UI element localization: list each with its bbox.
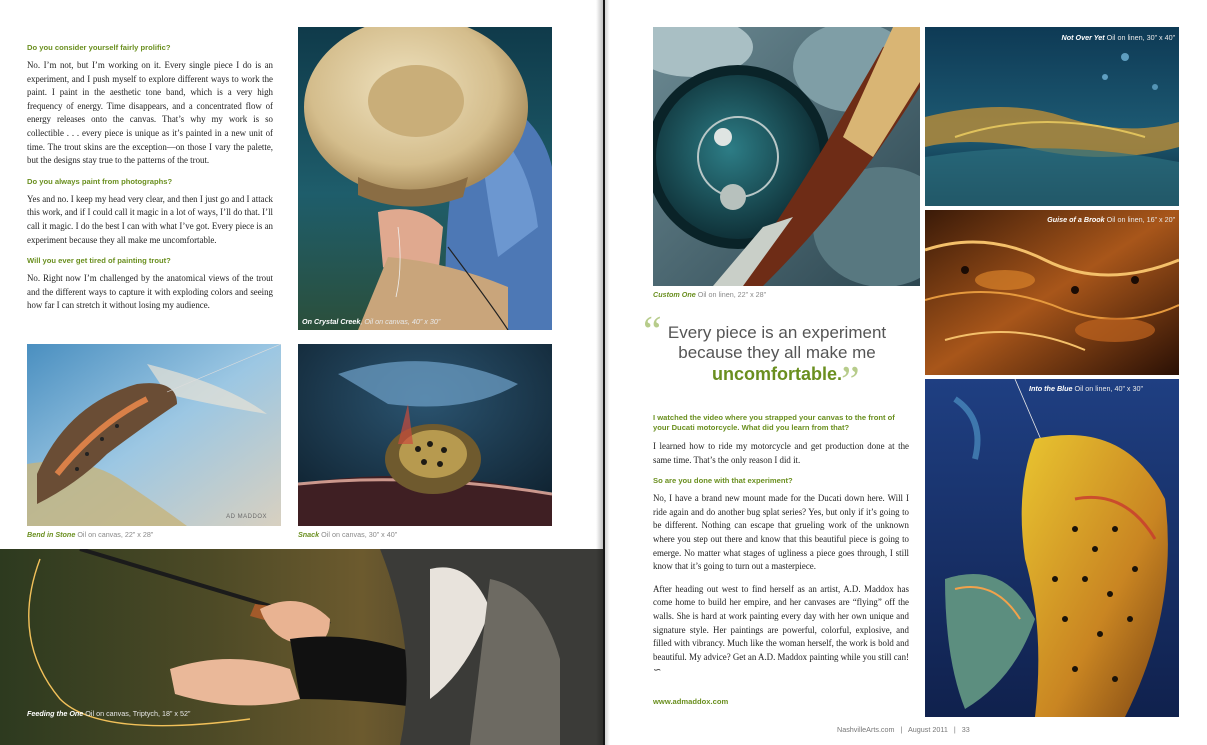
artist-signature: AD MADDOX [226, 514, 267, 520]
caption-feeding-the-one: Feeding the One Oil on canvas, Triptych, 18” x 52” [27, 709, 191, 718]
left-page [0, 0, 603, 745]
caption-into-the-blue: Into the Blue Oil on linen, 40” x 30” [1029, 384, 1143, 393]
closing-paragraph: After heading out west to find herself as an artist, A.D. Maddox has come home to build her empire, and her canvases are “flying” off the walls. She is hard at work painting every day with her own unique and signature style. Her paintings are powerful, colorful, explosive, and filled with vibrancy. Much like the woman herself, the work is bold and beautiful. My advice? Get an A.D. Maddox painting while you still can! ∽ [653, 583, 909, 677]
right-page [605, 0, 1207, 745]
painting-on-crystal-creek [298, 27, 552, 330]
painting-not-over-yet [925, 27, 1179, 206]
caption-bend-in-stone: Bend in Stone Oil on canvas, 22” x 28” [27, 530, 154, 539]
caption-custom-one: Custom One Oil on linen, 22” x 28” [653, 290, 767, 299]
pull-quote-line-2: because they all make me [678, 343, 876, 362]
folio-page-number: 33 [961, 725, 970, 734]
caption-not-over-yet: Not Over Yet Oil on linen, 30” x 40” [1061, 33, 1175, 42]
artist-website-link[interactable]: www.admaddox.com [653, 697, 729, 706]
question-photographs: Do you always paint from photographs? [27, 176, 173, 186]
answer-photographs: Yes and no. I keep my head very clear, and then I just go and I attack this work, and if I could call it magic in a lot of ways, I’ll do that. I’ll call it magic. I do the best I can with what I’ve got. Every piece is an experiment because they all make me uncomfortable. [27, 193, 273, 245]
pull-quote-line-3: uncomfortable. [711, 364, 842, 384]
end-mark-icon: ∽ [653, 665, 662, 677]
painting-feeding-the-one [0, 549, 603, 745]
folio-date: August 2011 [908, 725, 948, 734]
painting-guise-of-a-brook [925, 210, 1179, 375]
pull-quote [647, 323, 907, 385]
painting-bend-in-stone [27, 344, 281, 526]
answer-done-experiment: No, I have a brand new mount made for the Ducati down here. Will I ride again and do another bug splat series? Yes, but only if it’s going to be different. Nothing can escape that grueling work of the unknown where you step out there and know that this beautiful piece is going to emerge. No matter what stages of ugliness a piece goes through, I still know that it’s going to turn out a masterpiece. [653, 493, 909, 572]
question-done-experiment: So are you done with that experiment? [653, 476, 793, 486]
question-tired-of-trout: Will you ever get tired of painting trout? [27, 256, 171, 266]
question-ducati-video: I watched the video where you strapped your canvas to the front of your Ducati motorcycle. What did you learn from that? [653, 413, 895, 432]
pull-quote-open-mark: “ [643, 309, 662, 355]
painting-into-the-blue [925, 379, 1179, 717]
caption-guise-of-a-brook: Guise of a Brook Oil on linen, 16” x 20” [1047, 215, 1175, 224]
page-folio: NashvilleArts.com | August 2011 | 33 [837, 725, 970, 734]
pull-quote-close-mark: ” [841, 359, 860, 405]
painting-snack [298, 344, 552, 526]
pull-quote-line-1: Every piece is an experiment [667, 323, 887, 342]
answer-ducati-video: I learned how to ride my motorcycle and get production done at the same time. That’s the only reason I did it. [653, 441, 909, 465]
caption-on-crystal-creek: On Crystal Creek, Oil on canvas, 40” x 30” [302, 317, 441, 326]
left-text-column [27, 43, 273, 322]
question-prolific: Do you consider yourself fairly prolific? [27, 43, 171, 52]
caption-snack: Snack Oil on canvas, 30” x 40” [298, 530, 398, 539]
folio-site: NashvilleArts.com [837, 725, 895, 734]
painting-custom-one [653, 27, 920, 286]
answer-tired-of-trout: No. Right now I’m challenged by the anatomical views of the trout and the different ways to capture it with exploding colors and seeing how far I can stretch it without losing my audience. [27, 273, 273, 311]
answer-prolific: No. I’m not, but I’m working on it. Every single piece I do is an experiment, and I push myself to explore different ways to work the paint. I paint in the aesthetic tone band, which is a very high frequency of energy. Time disappears, and a concentrated flow of energy releases onto the canvas. That’s why my work is so collectible . . . every piece is unique as it’s painted in a new unit of time. The trout skins are the exception—on those I vary the palette, but the designs stay true to the patterns of the trout. [27, 60, 273, 166]
right-text-column [653, 413, 909, 687]
